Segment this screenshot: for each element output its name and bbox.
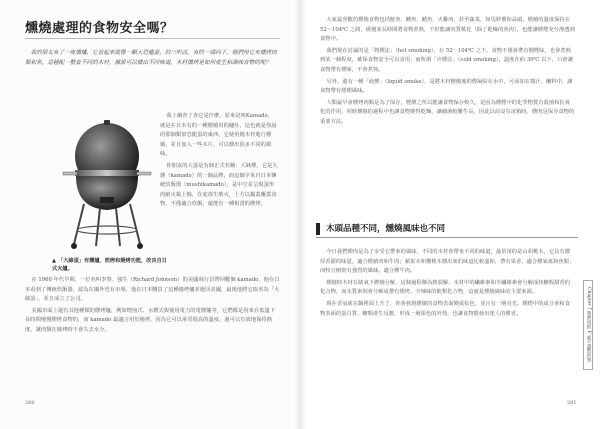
left-column-text <box>160 112 278 212</box>
paragraph: 另外，還有一種「液燻」（liquid smoke），是將木材燃燒後的煙凝結在水中，可添加在醬汁、醃料中，讓食物帶有煙燻風味。 <box>320 78 573 95</box>
right-bottom-text <box>320 248 575 321</box>
paragraph: 我們現在討論的是「熱燻法」（hot smoking），在 52〜104℃ 之下，食物不僅會帶有燻煙味，也會煮熟到某一個程度，確保食物安全可以食用；而所謂「冷燻法」（cold smoking），溫度在約 30℃ 以下，只會讓食物帶有燻味，不會煮熟。 <box>320 47 573 73</box>
paragraph: 美國市面上還有其他種類的燻烤爐，例如煙囪式、水燻式與使用電力的電燻爐等，它們都是用來在低溫下長時間慢慢燻烤食物的，而 kamado 最適合用於燒烤，因為它可以承受很高的溫度，還可以有效地保持熱度，讓肉類在燒烤時不會失去水分。 <box>25 307 276 333</box>
section-marker <box>316 223 320 235</box>
kamado-grill-image <box>60 112 155 252</box>
image-caption <box>52 257 172 273</box>
paragraph: 我上網查了查它是什麼，原來是叫Kamado，就是在日本有的一種燻燒用的爐灶，這也就是你說的那個類似恐龍蛋的東西，它使用燒木材進行燻燒，並且加入一些木片，可以燻出很多不同的風味。 <box>160 113 277 158</box>
section-heading <box>316 221 578 237</box>
intro-paragraph: 我的朋友有了一座燻爐，它看起來就像一顆大恐龍蛋，約三呎高，有的一端向下，她們用它來燻烤肉類和魚，這種配一整套不同的木材，據說可以燻出不同味道，木材燻烤是如何產生和調味食物的呢？ <box>25 50 277 66</box>
title-divider <box>25 38 280 39</box>
caption-triangle-icon: ▲ <box>52 258 56 264</box>
page-number-left: 280 <box>25 400 35 406</box>
paragraph: 在 1960 年代早期，一位名叫李察．強生（Richard Johnson）的美國飛行員帶回數個 kamado，他在日本看到了傳統炊飯器，認為在國外也有市場，他在日本購買了這種燒烤爐並運回美國，最後他將它取名為「大綠蛋」，並且成立了公司。 <box>25 277 280 303</box>
paragraph: 大家最喜歡的燻燒食物包括鮭魚、鱒魚、鯖魚、火雞肉、甚至蔬菜，如馬鈴薯和蒜頭。燻燒的溫度保持在 52〜104℃ 之間，緩慢並長時間將食物煮熟，不但能讓肉質軟化（除了乾燥的魚肉），也能讓燻煙充分滲透到食物中。 <box>320 17 575 43</box>
paragraph: 現在香氣就在鍋裡面上升了，你會發現燻燒的食物表面變成棕色，並且有一層亮光。燻煙中的成分會和食物表面的蛋白質、糖類產生反應，形成一層深色的外殼，也讓食物散發出迷人的燻香。 <box>320 300 571 317</box>
section-title: 木頭品種不同，燻燒風味也不同 <box>326 224 446 234</box>
paragraph: 人類最早會燻烤肉類是為了保存，煙燻之所以能讓食物保存較久，是因為燻煙中的化學物質有殺菌和抗氧化的作用，同時燻燒的過程中也讓食物變得乾燥，讓細菌較難生長，因此以前沒有冰箱時，燻肉是保存食物的重要方法。 <box>320 99 575 125</box>
left-bottom-text <box>25 276 280 338</box>
paragraph: 你朋友的大蛋是有個正式名稱：大缽燻，它是大燻（kamado）的一個品牌，而這個字來自日本傳統炊飯器（mushikamado），是中空並呈現蛋形的耐火黏土燒，在底部生柴火，上方以鍋蓋覆蓋食物，不僅適合炊飯，還能有一種相當的燻烤。 <box>160 162 278 208</box>
page-title: 燻燒處理的食物安全嗎？ <box>25 21 174 36</box>
section-divider <box>316 237 578 238</box>
intro-question <box>25 48 280 70</box>
chapter-side-tab: Chapter 7 我們用的 F 或不盡然的事 <box>583 280 593 370</box>
page-number-right: 281 <box>567 400 577 406</box>
caption-text: 「大綠蛋」有燻爐、煎烤和燒烤功能，改良自日式火爐。 <box>52 258 167 272</box>
paragraph: 燻燒時木材在缺氧下燃燒分解，這個過程稱為熱裂解，木材中的纖維素和半纖維素會分解成焦糖般甜香的化合物，而木質素則會分解成帶有燻烤、辛辣味的酚類化合物，這就是燻燒風味的主要來源。 <box>320 279 571 296</box>
paragraph: 今日我們燻肉是為了享受它帶來的風味，不同的木材會帶來不同的味道，最常用的是山胡桃木，它具有濃厚香甜的味道，適合燻豬肉和牛肉；蘋果木和櫻桃木燻出來的味道比較溫和，帶有果香，適合燻家禽和魚類；而牧豆樹則有強烈的風味，適合燻牛肉。 <box>320 249 575 275</box>
right-top-text <box>320 16 575 130</box>
